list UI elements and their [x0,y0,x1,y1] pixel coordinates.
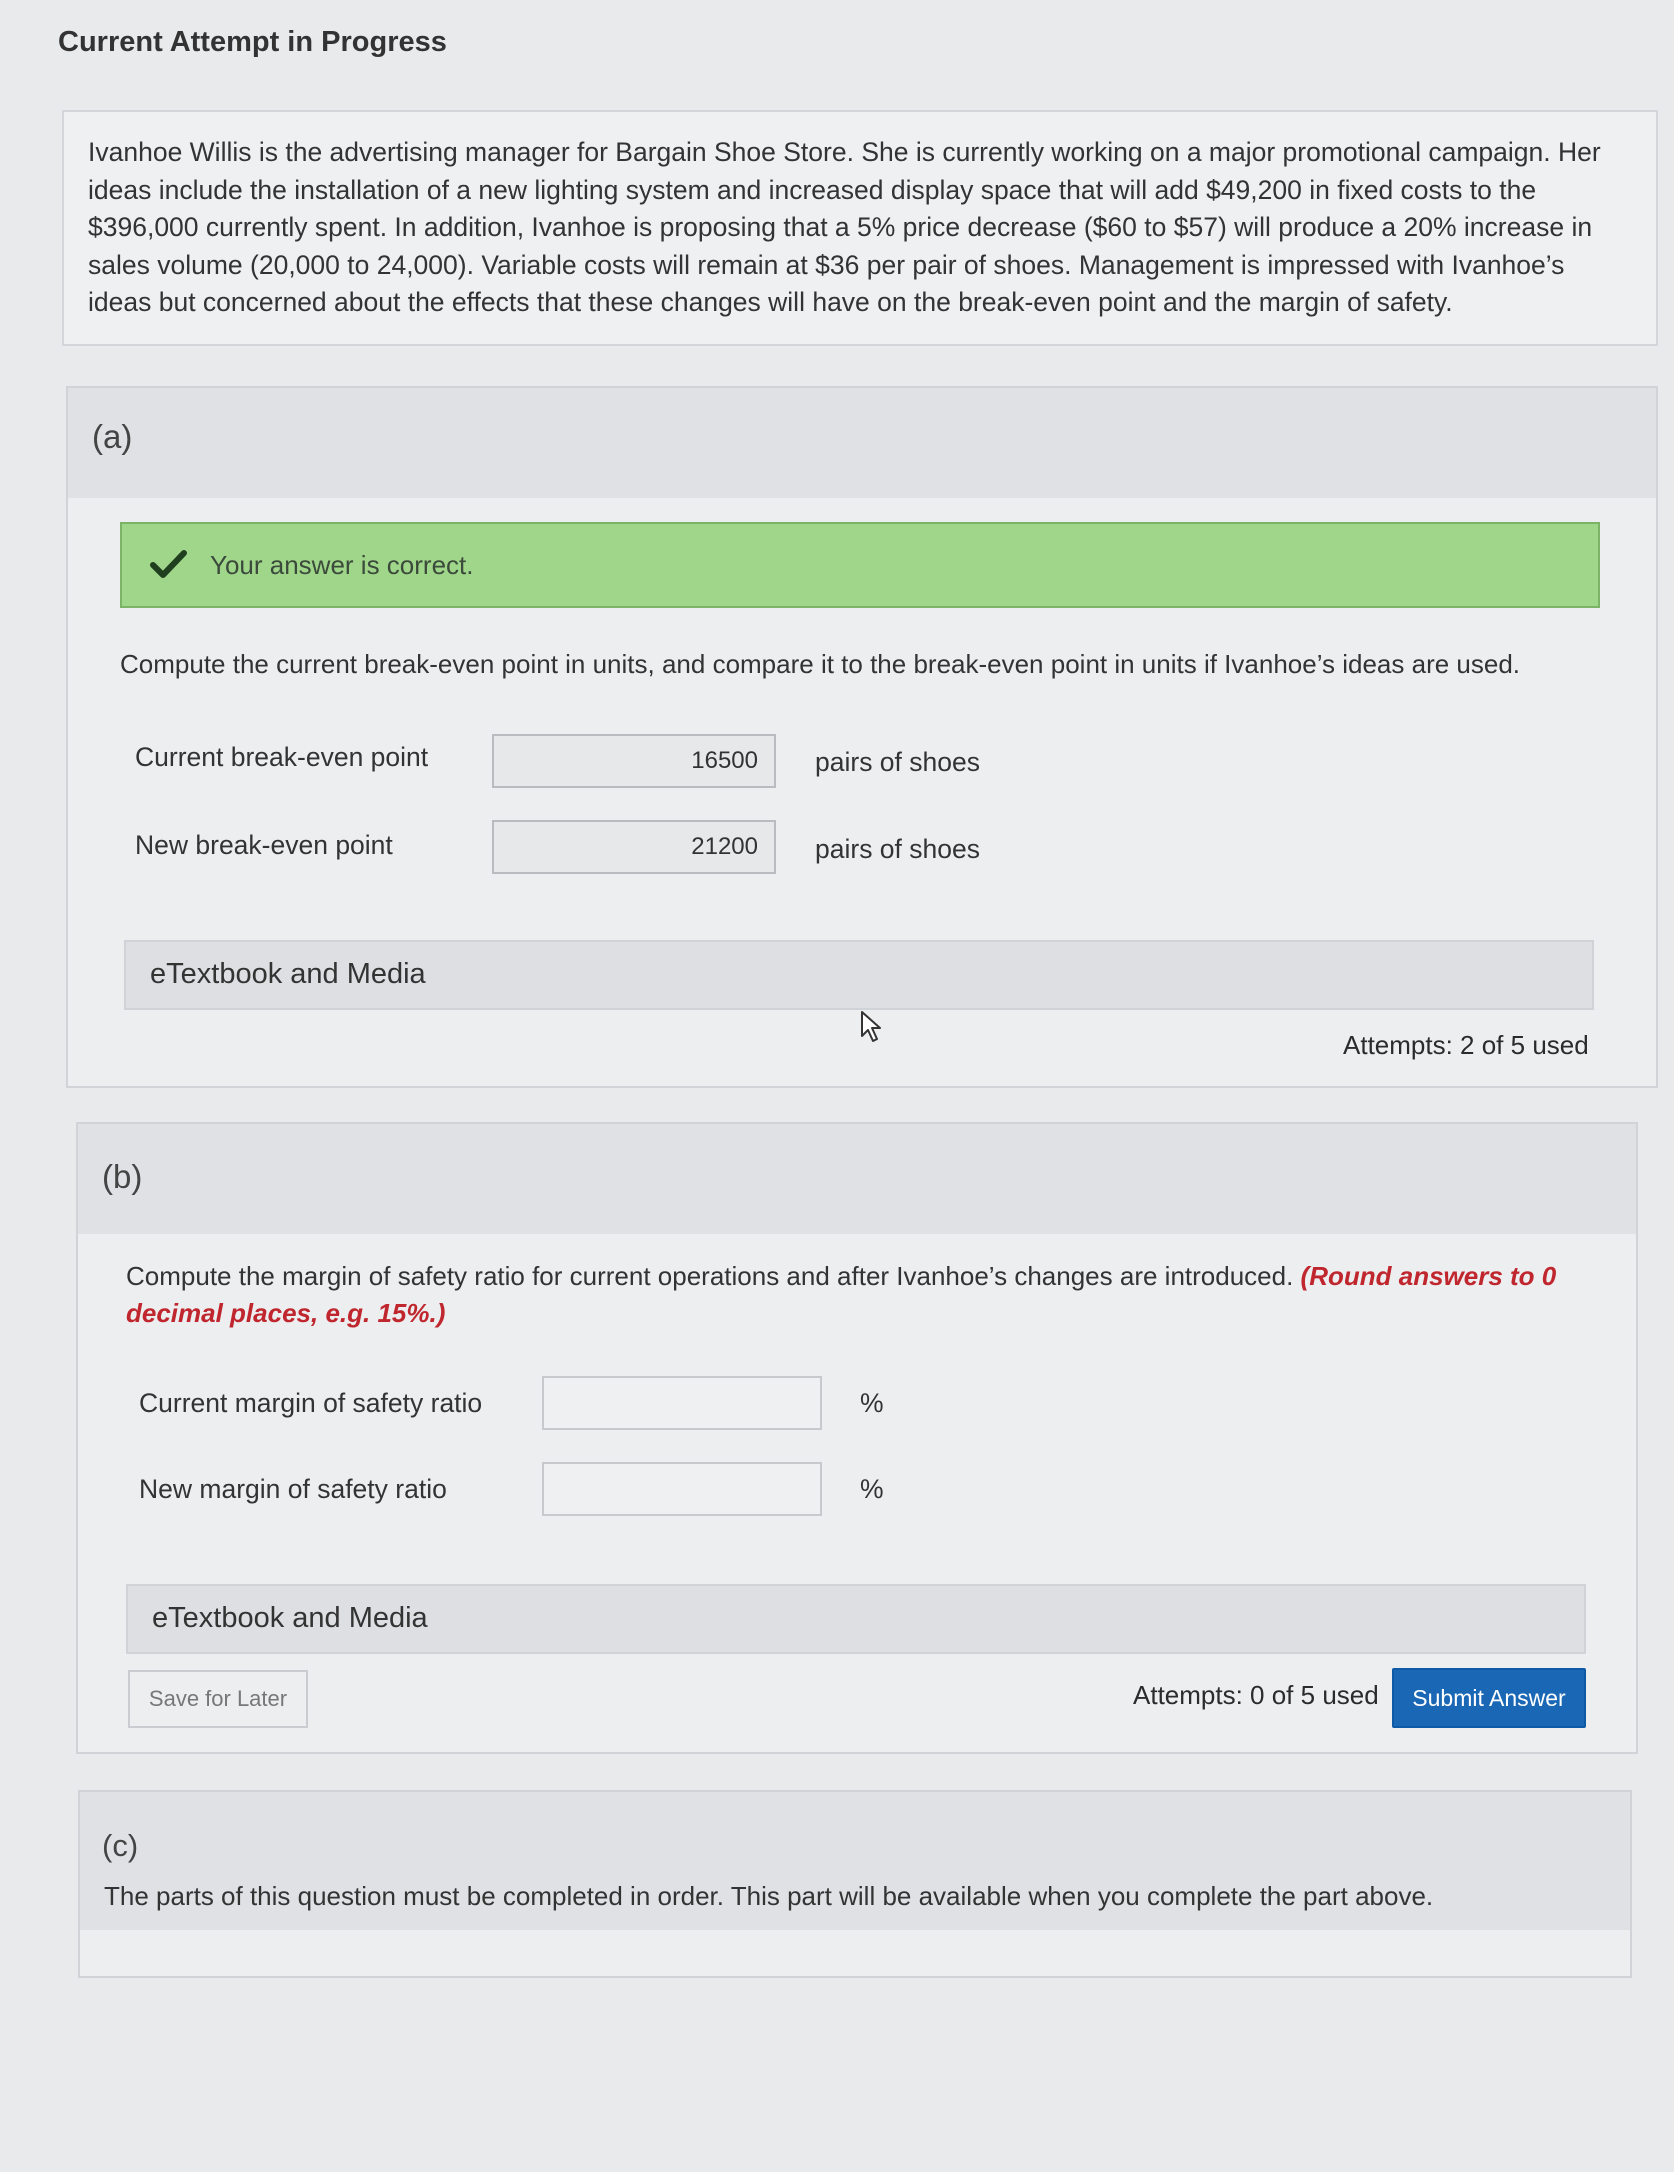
page-title: Current Attempt in Progress [58,26,447,58]
new-break-even-input[interactable] [492,820,776,874]
part-b-panel [76,1122,1638,1754]
part-c-panel [78,1790,1632,1978]
current-break-even-unit: pairs of shoes [815,747,980,777]
feedback-text: Your answer is correct. [210,550,474,580]
current-margin-unit: % [860,1388,884,1418]
current-margin-label: Current margin of safety ratio [139,1388,483,1418]
new-break-even-label: New break-even point [135,830,393,860]
part-b-question [126,1258,1596,1332]
new-margin-input[interactable] [542,1462,822,1516]
new-margin-label: New margin of safety ratio [139,1474,447,1504]
part-b-label: (b) [102,1158,143,1195]
new-break-even-unit: pairs of shoes [815,834,980,864]
part-b-attempts: Attempts: 0 of 5 used [1133,1680,1379,1710]
part-a-header [68,388,1656,498]
submit-answer-button[interactable]: Submit Answer [1392,1668,1586,1728]
part-a-label: (a) [92,418,133,455]
current-break-even-label: Current break-even point [135,742,429,772]
checkmark-icon [148,544,188,584]
current-break-even-input[interactable] [492,734,776,788]
part-a-etextbook-link[interactable]: eTextbook and Media [124,940,1594,1010]
rounding-instruction: (Round answers to 0 decimal places, e.g. 15%.) [126,1261,1557,1328]
part-b-question-text: Compute the margin of safety ratio for current operations and after Ivanhoe’s changes are introduced. [126,1261,1294,1291]
correct-answer-banner [120,522,1600,608]
mouse-pointer-icon [860,1010,884,1044]
save-for-later-button[interactable]: Save for Later [128,1670,308,1728]
part-b-header [78,1124,1636,1234]
part-c-note: The parts of this question must be completed in order. This part will be available when you complete the part above. [104,1881,1434,1911]
problem-text: Ivanhoe Willis is the advertising manager for Bargain Shoe Store. She is currently working on a major promotional campaign. Her ideas include the installation of a new lighting system and increased display space that will add $49,200 in fixed costs to the $396,000 currently spent. In addition, Ivanhoe is proposing that a 5% price decrease ($60 to $57) will produce a 20% increase in sales volume (20,000 to 24,000). Variable costs will remain at $36 per pair of shoes. Management is impressed with Ivanhoe’s ideas but concerned about the effects that these changes will have on the break-even point and the margin of safety. [88,137,1601,317]
part-a-question: Compute the current break-even point in units, and compare it to the break-even point in units if Ivanhoe’s ideas are used. [120,649,1521,679]
part-b-etextbook-link[interactable]: eTextbook and Media [126,1584,1586,1654]
new-margin-unit: % [860,1474,884,1504]
part-c-label: (c) [102,1828,139,1863]
current-margin-input[interactable] [542,1376,822,1430]
problem-statement [62,110,1658,346]
part-a-attempts: Attempts: 2 of 5 used [1343,1030,1589,1060]
